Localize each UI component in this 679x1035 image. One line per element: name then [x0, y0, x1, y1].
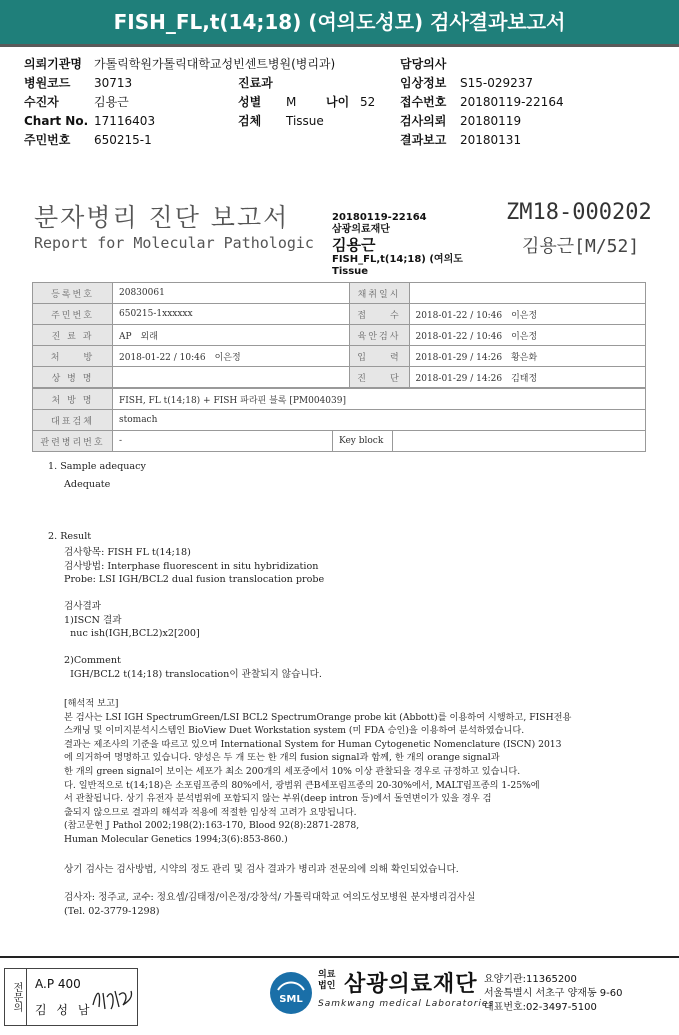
table-cell: 650215-1xxxxxx [113, 304, 350, 325]
sml-logo-text: SML [279, 994, 303, 1005]
table-cell: 진 단 [349, 367, 409, 388]
table-cell: 등록번호 [33, 283, 113, 304]
table-cell: 2018-01-22 / 10:46 이은정 [113, 346, 350, 367]
scanned-report [6, 180, 673, 950]
specimen-sticker [332, 212, 463, 278]
table-row [33, 283, 646, 304]
table-cell: 2018-01-29 / 14:26 황은화 [409, 346, 646, 367]
header-row-1-col-1: 의뢰기관명 가톨릭학원가톨릭대학교성빈센트병원(병리과) [24, 57, 336, 71]
table-cell: 채취일시 [349, 283, 409, 304]
signature-icon [89, 983, 135, 1013]
sml-logo-icon [268, 970, 314, 1016]
header-row-3-col-3: 접수번호 20180119-22164 [400, 95, 564, 109]
table-cell: 처 방 [33, 346, 113, 367]
header-row-2-col-1: 병원코드 30713 [24, 76, 133, 90]
pathologist-name: 김 성 남 [35, 1003, 93, 1017]
report-patient: 김용근[M/52] [522, 236, 640, 257]
header-row-3-col-2: 성별 M [238, 95, 297, 109]
section-2-body: 검사항목: FISH FL t(14;18) 검사방법: Interphase fluorescent in situ hybridization Probe: LSI IGH/BCL2 dual fusion translocation probe 검사결과 1)ISCN 결과 nuc ish(IGH,BCL2)x2[200] 2)Comment IGH/BCL2 t(14;18) translocation이 관찰되지 않습니다. [64, 547, 325, 680]
table-cell: 상 병 명 [33, 367, 113, 388]
table-cell: Key block [333, 431, 393, 452]
table-cell: stomach [113, 410, 646, 431]
logo-name: 삼광의료재단 [344, 972, 478, 997]
info-table [32, 282, 646, 388]
report-title-korean: 분자병리 진단 보고서 [34, 203, 290, 232]
table-cell: 주민번호 [33, 304, 113, 325]
table-cell: 20830061 [113, 283, 350, 304]
institution-phone: 대표번호:02-3497-5100 [484, 1002, 597, 1013]
table-cell: - [113, 431, 333, 452]
signature-box [4, 968, 138, 1026]
header-row-1-col-3: 담당의사 [400, 57, 447, 71]
table-row [33, 346, 646, 367]
table-cell: 입 력 [349, 346, 409, 367]
logo-small-label-1: 의료 [318, 970, 336, 980]
table-cell [393, 431, 646, 452]
report-title-english: Report for Molecular Pathologic [34, 234, 314, 252]
institution-address [484, 973, 623, 1015]
header-row-5-col-3: 결과보고 20180131 [400, 133, 522, 147]
prescription-table [32, 388, 646, 452]
report-title: FISH_FL,t(14;18) (여의도성모) 검사결과보고서 [113, 10, 566, 34]
header-age: 나이 52 [326, 95, 376, 109]
table-cell: 2018-01-22 / 10:46 이은정 [409, 304, 646, 325]
table-cell: 육안검사 [349, 325, 409, 346]
interpretive-report: [해석적 보고] 본 검사는 LSI IGH SpectrumGreen/LSI BCL2 SpectrumOrange probe kit (Abbott)를 이용하여 시행하고, FISH전용 스캐닝 및 이미지분석시스템인 BioView Duet Workstation system (미 FDA 승인)을 이용하여 분석하였습니다. 결과는 제조사의 기준을 따르고 있으며 International System for Human Cytogenetic Nomenclature (ISCN) 2013 에 의거하여 명명하고 있습니다. 양성은 두 개 또는 한 개의 fusion signal과 함께, 한 개의 orange signal과 한 개의 green signal이 보이는 세포가 최소 200개의 세포중에서 10% 이상 관찰되을 경우로 규정하고 있습니다. 다. 일반적으로 t(14;18)은 소포림프종의 80%에서, 광범위 큰B세포림프종의 20-30%에서, MALT림프종의 1-25%에 서 관찰됩니다. 상기 유전자 분석범위에 포함되지 않는 부위(deep intron 등)에서 돌연변이가 있을 경우 검 출되지 않으므로 결과의 해석과 적용에 적절한 임상적 고려가 요망됩니다. (참고문헌 J Pathol 2002;198(2):163-170, Blood 92(8):2871-2878, Human Molecular Genetics 1994;3(6):853-860.) [64, 698, 572, 845]
table-cell: FISH, FL t(14;18) + FISH 파라핀 블록 [PM004039] [113, 389, 646, 410]
table-cell: 처 방 명 [33, 389, 113, 410]
table-cell: 2018-01-22 / 10:46 이은정 [409, 325, 646, 346]
header-row-2-col-2: 진료과 [238, 76, 273, 90]
table-cell: 접 수 [349, 304, 409, 325]
section-1-title: 1. Sample adequacy [48, 461, 146, 472]
table-row [33, 304, 646, 325]
table-cell [409, 283, 646, 304]
sticker-line-4: Tissue [332, 266, 369, 277]
table-row [33, 389, 646, 410]
sticker-line-1: 20180119-22164 [332, 212, 427, 223]
header-row-3-col-1: 수진자 김용근 [24, 95, 129, 109]
sticker-line-2: 삼광의료재단 [332, 224, 390, 235]
verification-notice: 상기 검사는 검사방법, 시약의 정도 관리 및 검사 결과가 병리과 전문의에 의해 확인되었습니다. [64, 864, 459, 875]
table-row [33, 410, 646, 431]
section-2-title: 2. Result [48, 531, 92, 542]
logo-small-label-2: 법인 [318, 981, 336, 991]
report-title-bar [0, 0, 679, 44]
table-cell: 2018-01-29 / 14:26 김태정 [409, 367, 646, 388]
table-row [33, 367, 646, 388]
header-row-4-col-2: 검체 Tissue [238, 114, 324, 128]
header-row-4-col-3: 검사의뢰 20180119 [400, 114, 522, 128]
table-cell: AP 외래 [113, 325, 350, 346]
section-1-body: Adequate [64, 479, 111, 490]
logo-small-label [318, 970, 335, 992]
header-row-4-col-1: Chart No. 17116403 [24, 114, 156, 128]
institution-street: 서울특별시 서초구 양재동 9-60 [484, 988, 623, 999]
table-row [33, 325, 646, 346]
staff-info: 검사자: 정주교, 교수: 정요셉/김태정/이은정/강창석/ 가톨릭대학교 여의도성모병원 분자병리검사실 (Tel. 02-3779-1298) [64, 892, 476, 917]
table-cell: 대표검체 [33, 410, 113, 431]
header-row-5-col-1: 주민번호 650215-1 [24, 133, 152, 147]
table-cell: 진 료 과 [33, 325, 113, 346]
logo-english: Samkwang medical Laboratories [318, 999, 495, 1009]
header-row-2-col-3: 임상정보 S15-029237 [400, 76, 534, 90]
ap-number: A.P 400 [35, 977, 81, 991]
sticker-name: 김용근 [332, 236, 376, 254]
institution-code: 요양기관:11365200 [484, 974, 577, 985]
table-cell [113, 367, 350, 388]
table-cell: 관련병리번호 [33, 431, 113, 452]
sticker-line-3: FISH_FL,t(14;18) (여의도 [332, 254, 463, 265]
table-row [33, 431, 646, 452]
title-divider [0, 44, 679, 47]
signature-label: 전문의 [5, 969, 27, 1025]
footer-divider [0, 956, 679, 958]
report-id: ZM18-000202 [506, 200, 652, 225]
